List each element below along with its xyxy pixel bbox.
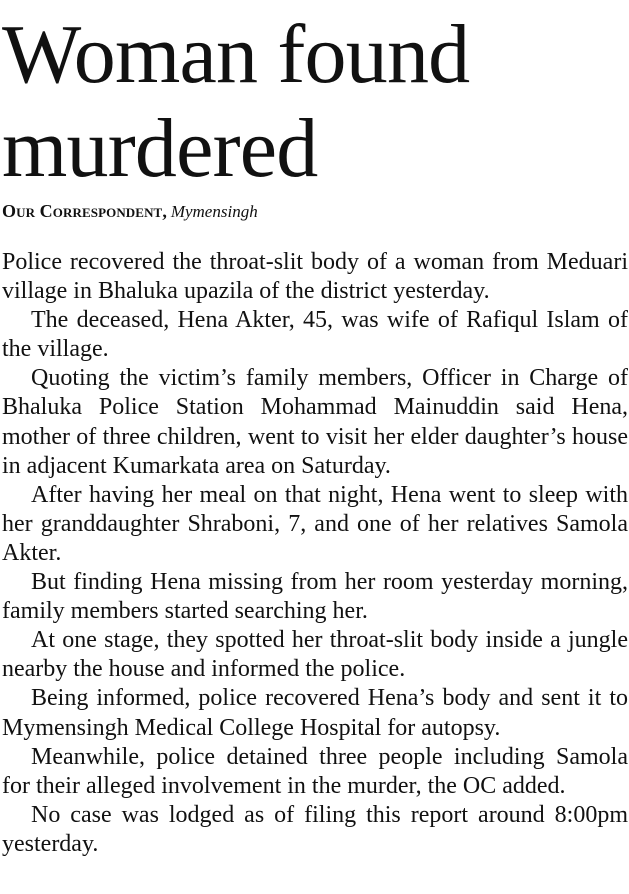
article-paragraph: Being informed, police recovered Hena’s body and sent it to Mymensingh Medical College Hospital for autopsy.: [2, 685, 628, 741]
byline: [2, 198, 258, 225]
article-paragraph: After having her meal on that night, Hena went to sleep with her granddaughter Shraboni, 7, and one of her relatives Samola Akter.: [2, 481, 628, 566]
article-paragraph: But finding Hena missing from her room yesterday morning, family members started searching her.: [2, 569, 628, 625]
byline-name: Our Correspondent: [2, 201, 163, 221]
headline: Woman found murdered: [2, 8, 470, 195]
byline-location: Mymensingh: [170, 202, 258, 221]
article-paragraph: The deceased, Hena Akter, 45, was wife of Rafiqul Islam of the village.: [2, 307, 628, 363]
article-body: [2, 248, 628, 859]
byline-separator: ,: [162, 201, 167, 221]
article-paragraph: No case was lodged as of filing this report around 8:00pm yesterday.: [2, 801, 628, 857]
article-paragraph: Quoting the victim’s family members, Officer in Charge of Bhaluka Police Station Mohammad Mainuddin said Hena, mother of three children, went to visit her elder daughter’s house in adjacent Kumarkata area on Saturday.: [2, 365, 628, 479]
article-paragraph: Meanwhile, police detained three people including Samola for their alleged involvement in the murder, the OC added.: [2, 743, 628, 799]
article-paragraph: Police recovered the throat-slit body of a woman from Meduari village in Bhaluka upazila of the district yesterday.: [2, 249, 628, 305]
article-paragraph: At one stage, they spotted her throat-slit body inside a jungle nearby the house and informed the police.: [2, 627, 628, 683]
